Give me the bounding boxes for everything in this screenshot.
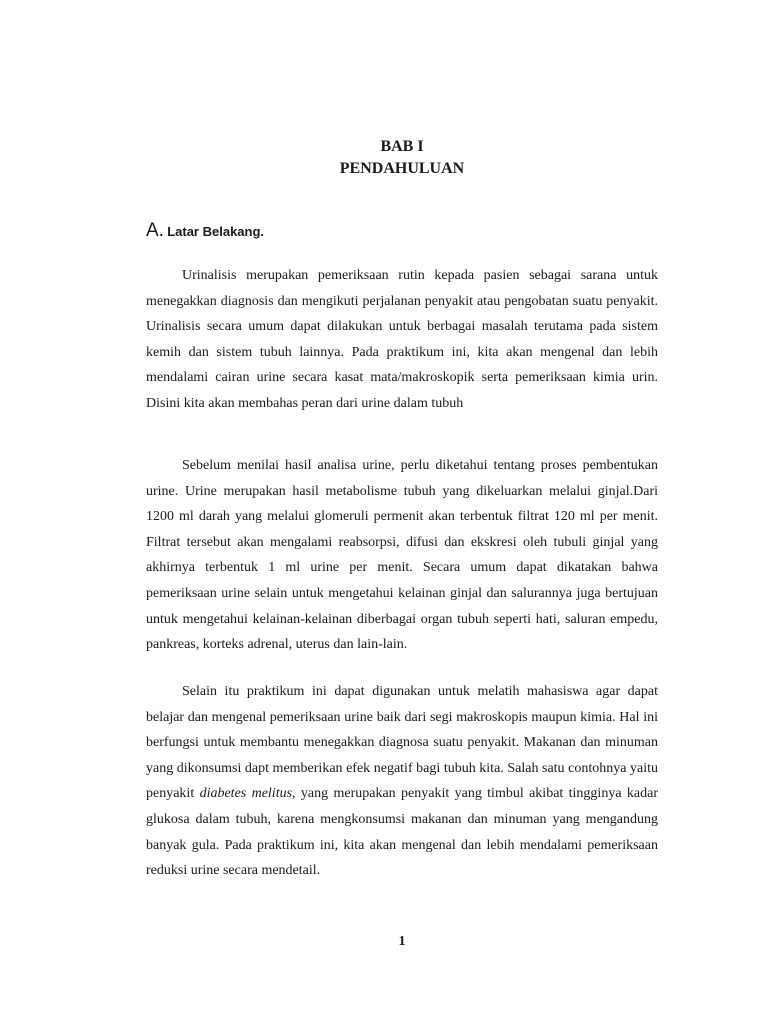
section-letter: A. [146,220,164,241]
paragraph-3 [146,679,658,884]
paragraph-3-text-start: Selain itu praktikum ini dapat digunakan untuk melatih mahasiswa agar dapat belajar dan mengenal pemeriksaan urine baik dari segi makroskopis maupun kimia. Hal ini berfungsi untuk membantu menegakkan diagnosa suatu penyakit. Makanan dan minuman yang dikonsumsi dapt memberikan efek negatif bagi tubuh kita. Salah satu contohnya yaitu penyakit [146,684,658,802]
page-number: 1 [398,934,406,949]
chapter-title: PENDAHULUAN [339,160,465,177]
section-label: Latar Belakang. [167,224,265,239]
section-heading [146,220,666,242]
paragraph-2: Sebelum menilai hasil analisa urine, perlu diketahui tentang proses pembentukan urine. Urine merupakan hasil metabolisme tubuh yang dikeluarkan melalui ginjal.Dari 1200 ml darah yang melalui glomeruli permenit akan terbentuk filtrat 120 ml per menit. Filtrat tersebut akan mengalami reabsorpsi, difusi dan ekskresi oleh tubuli ginjal yang akhirnya terbentuk 1 ml urine per menit. Secara umum dapat dikatakan bahwa pemeriksaan urine selain untuk mengetahui kelainan ginjal dan salurannya juga bertujuan untuk mengetahui kelainan-kelainan diberbagai organ tubuh seperti hati, saluran empedu, pankreas, korteks adrenal, uterus dan lain-lain. [146,458,658,653]
paragraph-1: Urinalisis merupakan pemeriksaan rutin kepada pasien sebagai sarana untuk menegakkan diagnosis dan mengikuti perjalanan penyakit atau pengobatan suatu penyakit. Urinalisis secara umum dapat dilakukan untuk berbagai masalah terutama pada sistem kemih dan sistem tubuh lainnya. Pada praktikum ini, kita akan mengenal dan lebih mendalami cairan urine secara kasat mata/makroskopik serta pemeriksaan kimia urin. Disini kita akan membahas peran dari urine dalam tubuh [146,268,658,411]
chapter-heading: BAB I [380,138,424,155]
paragraph-3-text-end: , yang merupakan penyakit yang timbul akibat tingginya kadar glukosa dalam tubuh, karena mengkonsumsi makanan dan minuman yang mengandung banyak gula. Pada praktikum ini, kita akan mengenal dan lebih mendalami pemeriksaan reduksi urine secara mendetail. [146,786,658,879]
paragraph-3-italic-term: diabetes melitus [199,786,293,802]
